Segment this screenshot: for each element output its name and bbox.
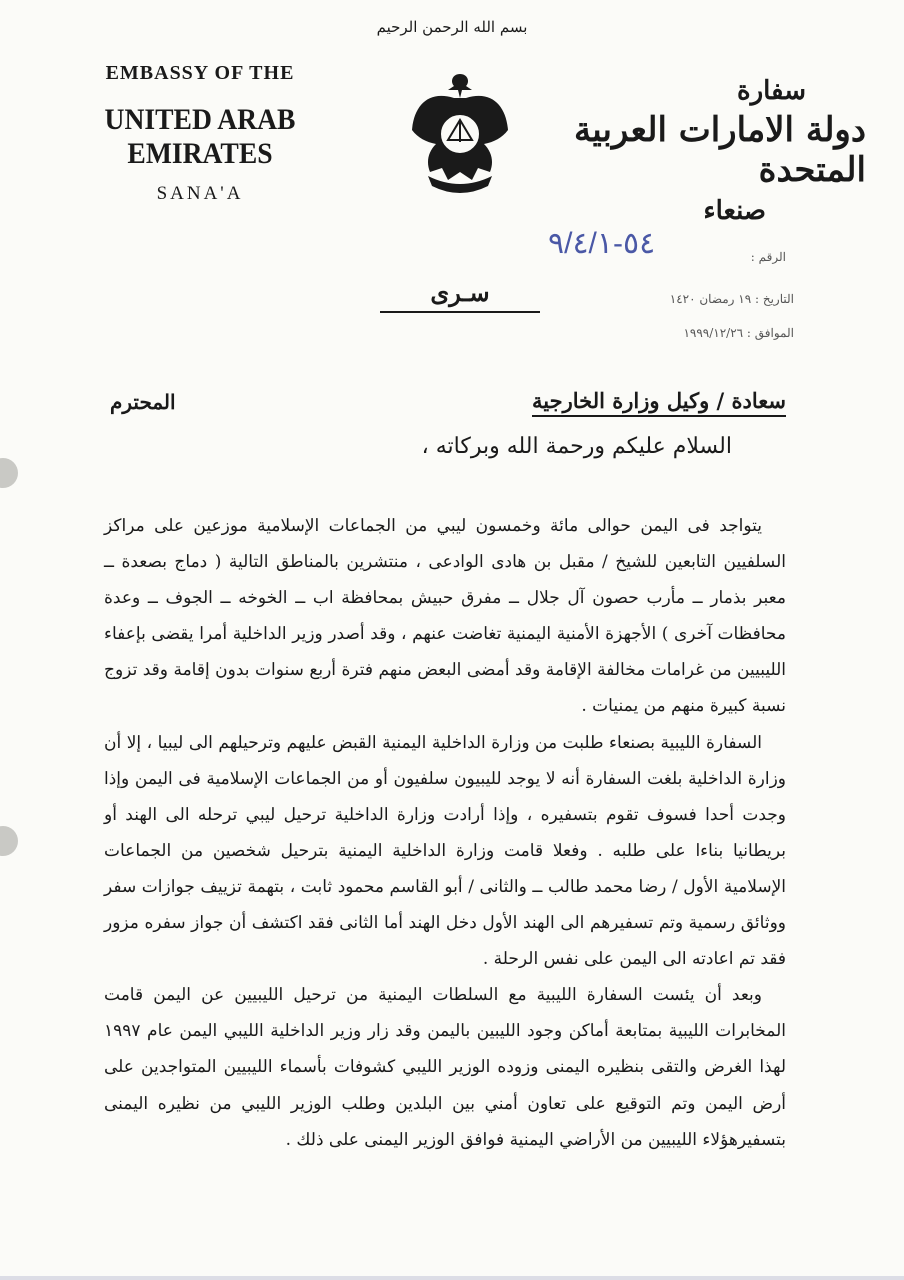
basmala: بسم الله الرحمن الرحيم	[376, 18, 528, 36]
addressee: سعادة / وكيل وزارة الخارجية	[532, 388, 786, 417]
greeting: السلام عليكم ورحمة الله وبركاته ،	[421, 434, 732, 459]
date-line: التاريخ : ١٩ رمضان ١٤٢٠	[669, 292, 794, 306]
arabic-letterhead	[536, 76, 866, 226]
classification-mark: سـرى	[380, 278, 540, 313]
letter-body	[104, 508, 786, 1158]
reference-label: الرقم :	[750, 250, 786, 264]
english-letterhead	[30, 62, 370, 205]
letterhead-ar-line1: سفارة	[736, 76, 806, 106]
letterhead-en-line2: UNITED ARAB EMIRATES	[104, 103, 296, 170]
letterhead-en-line3: SANA'A	[156, 183, 244, 204]
punch-hole	[0, 458, 18, 488]
letterhead-en-line1: EMBASSY OF THE	[105, 62, 295, 84]
body-paragraph: يتواجد فى اليمن حوالى مائة وخمسون ليبي من الجماعات الإسلامية موزعين على مراكز السلفيين التابعين للشيخ / مقبل بن هادى الوادعى ، منتشرين بالمناطق التالية ( دماج بصعدة ــ معبر بذمار ــ مأرب حصون آل جلال ــ مفرق حبيش بمحافظة اب ــ الخوخه ــ الجوف ــ وعدة محافظات آخرى ) الأجهزة الأمنية اليمنية تغاضت عنهم ، وقد أصدر وزير الداخلية أمرا يقضى بإعفاء الليبيين من غرامات مخالفة الإقامة وقد أمضى البعض منهم فترة أربع سنوات بدون إقامة وقد تزوج نسبة كبيرة منهم من يمنيات .	[104, 516, 787, 717]
body-paragraph: وبعد أن يئست السفارة الليبية مع السلطات اليمنية من ترحيل الليبيين عن اليمن قامت المخابرات الليبية بمتابعة أماكن وجود الليبين باليمن وقد زار وزير الداخلية الليبي اليمن عام ١٩٩٧ لهذا الغرض والتقى بنظيره اليمنى وزوده الوزير الليبي كشوفات بأسماء الليبيين المتواجدين على أرض اليمن وتم التوقيع على تعاون أمني بين البلدين وطلب الوزير الليبي من نظيره اليمنى بتسفيرهؤلاء الليبيين من الأراضي اليمنية فوافق الوزير اليمنى على ذلك .	[104, 985, 786, 1150]
uae-falcon-emblem-icon	[408, 68, 512, 198]
letterhead-ar-line2: دولة الامارات العربية المتحدة	[573, 110, 866, 190]
scan-edge	[0, 1276, 904, 1280]
letterhead-ar-line3: صنعاء	[703, 196, 766, 226]
honorific: المحترم	[110, 390, 176, 414]
body-paragraph: السفارة الليبية بصنعاء طلبت من وزارة الداخلية اليمنية القبض عليهم وترحيلهم الى ليبيا ، إلا أن وزارة الداخلية بلغت السفارة أنه لا يوجد لليبيون سلفيون أو من الجماعات الإسلامية فى اليمن وإذا وجدت أحدا فسوف تقوم بتسفيره ، وإذا أرادت وزارة الداخلية ترحيل ليبي ترحله الى الهند أو بريطانيا بناءا على طلبه . وفعلا قامت وزارة الداخلية اليمنية بترحيل شخصين من الجماعات الإسلامية الأول / رضا محمد طالب ــ والثانى / أبو القاسم محمود ثابت ، بتهمة تزييف جوازات سفر ووثائق رسمية وتم تسفيرهم الى الهند الأول دخل الهند أما الثانى فقد اكتشف أن جواز سفره مزور فقد تم اعادته الى اليمن على نفس الرحلة .	[104, 732, 787, 970]
reference-number: ٥٤-٩/٤/١	[548, 227, 656, 260]
punch-hole	[0, 826, 18, 856]
gregorian-date-line: الموافق : ١٩٩٩/١٢/٢٦	[683, 326, 794, 340]
